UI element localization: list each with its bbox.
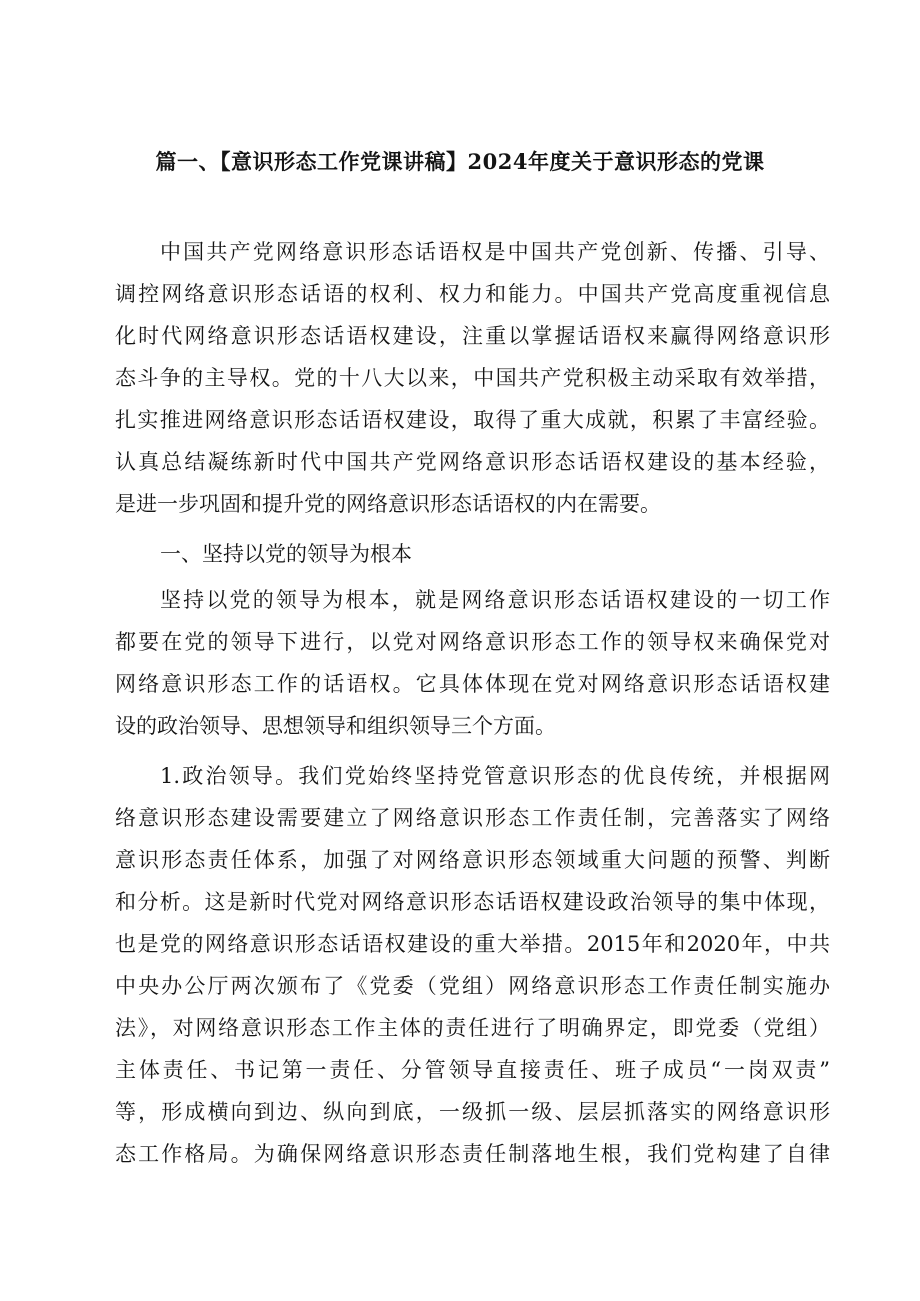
- paragraph-line: 1.政治领导。我们党始终坚持党管意识形态的优良传统，并根据网: [160, 764, 830, 788]
- paragraph-line: 也是党的网络意识形态话语权建设的重大举措。2015年和2020年，中共: [115, 932, 830, 956]
- paragraph-line: 坚持以党的领导为根本，就是网络意识形态话语权建设的一切工作: [160, 588, 830, 612]
- paragraph-line: 扎实推进网络意识形态话语权建设，取得了重大成就，积累了丰富经验。: [115, 408, 830, 432]
- section-heading: 一、坚持以党的领导为根本: [160, 542, 412, 566]
- paragraph-line: 认真总结凝练新时代中国共产党网络意识形态话语权建设的基本经验，: [115, 450, 830, 474]
- document-title: 篇一、【意识形态工作党课讲稿】2024年度关于意识形态的党课: [155, 149, 765, 174]
- paragraph-line: 调控网络意识形态话语的权利、权力和能力。中国共产党高度重视信息: [115, 282, 830, 306]
- paragraph-line: 化时代网络意识形态话语权建设，注重以掌握话语权来赢得网络意识形: [115, 324, 830, 348]
- paragraph-line: 等，形成横向到边、纵向到底，一级抓一级、层层抓落实的网络意识形: [115, 1100, 830, 1124]
- paragraph-line: 态工作格局。为确保网络意识形态责任制落地生根，我们党构建了自律: [115, 1142, 830, 1166]
- paragraph-line: 法》，对网络意识形态工作主体的责任进行了明确界定，即党委（党组）: [115, 1016, 830, 1040]
- paragraph-line: 中央办公厅两次颁布了《党委（党组）网络意识形态工作责任制实施办: [115, 974, 830, 998]
- paragraph-line: 中国共产党网络意识形态话语权是中国共产党创新、传播、引导、: [160, 240, 830, 264]
- paragraph-line: 设的政治领导、思想领导和组织领导三个方面。: [115, 714, 556, 738]
- paragraph-line: 意识形态责任体系，加强了对网络意识形态领域重大问题的预警、判断: [115, 848, 830, 872]
- paragraph-line: 和分析。这是新时代党对网络意识形态话语权建设政治领导的集中体现，: [115, 890, 830, 914]
- paragraph-line: 主体责任、书记第一责任、分管领导直接责任、班子成员“一岗双责”: [115, 1058, 830, 1082]
- paragraph-line: 都要在党的领导下进行，以党对网络意识形态工作的领导权来确保党对: [115, 630, 830, 654]
- paragraph-line: 网络意识形态工作的话语权。它具体体现在党对网络意识形态话语权建: [115, 672, 830, 696]
- paragraph-line: 络意识形态建设需要建立了网络意识形态工作责任制，完善落实了网络: [115, 806, 830, 830]
- paragraph-line: 是进一步巩固和提升党的网络意识形态话语权的内在需要。: [115, 492, 661, 516]
- paragraph-line: 态斗争的主导权。党的十八大以来，中国共产党积极主动采取有效举措，: [115, 366, 830, 390]
